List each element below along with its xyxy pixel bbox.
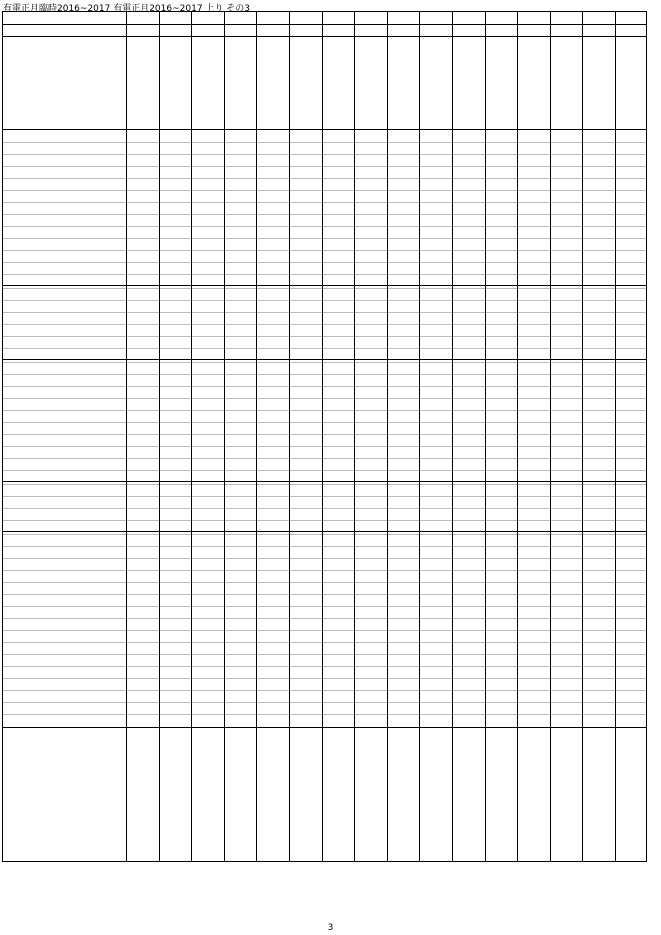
train-column-border (354, 12, 355, 861)
train-column-border (452, 12, 453, 861)
page-number: 3 (327, 923, 334, 933)
train-column-border (387, 12, 388, 861)
train-column-border (485, 12, 486, 861)
train-column-border (582, 12, 583, 861)
document-title: 有電正月臨時2016~2017 有電正月2016~2017 上り その3 (3, 4, 251, 14)
train-column-border (419, 12, 420, 861)
train-column-border (322, 12, 323, 861)
train-column-border (224, 12, 225, 861)
train-column-border (289, 12, 290, 861)
train-column-border (159, 12, 160, 861)
train-column-border (191, 12, 192, 861)
train-column-border (615, 12, 616, 861)
train-column-border (517, 12, 518, 861)
train-column-border (256, 12, 257, 861)
label-column-border (126, 12, 127, 861)
timetable (2, 11, 647, 862)
train-column-border (550, 12, 551, 861)
